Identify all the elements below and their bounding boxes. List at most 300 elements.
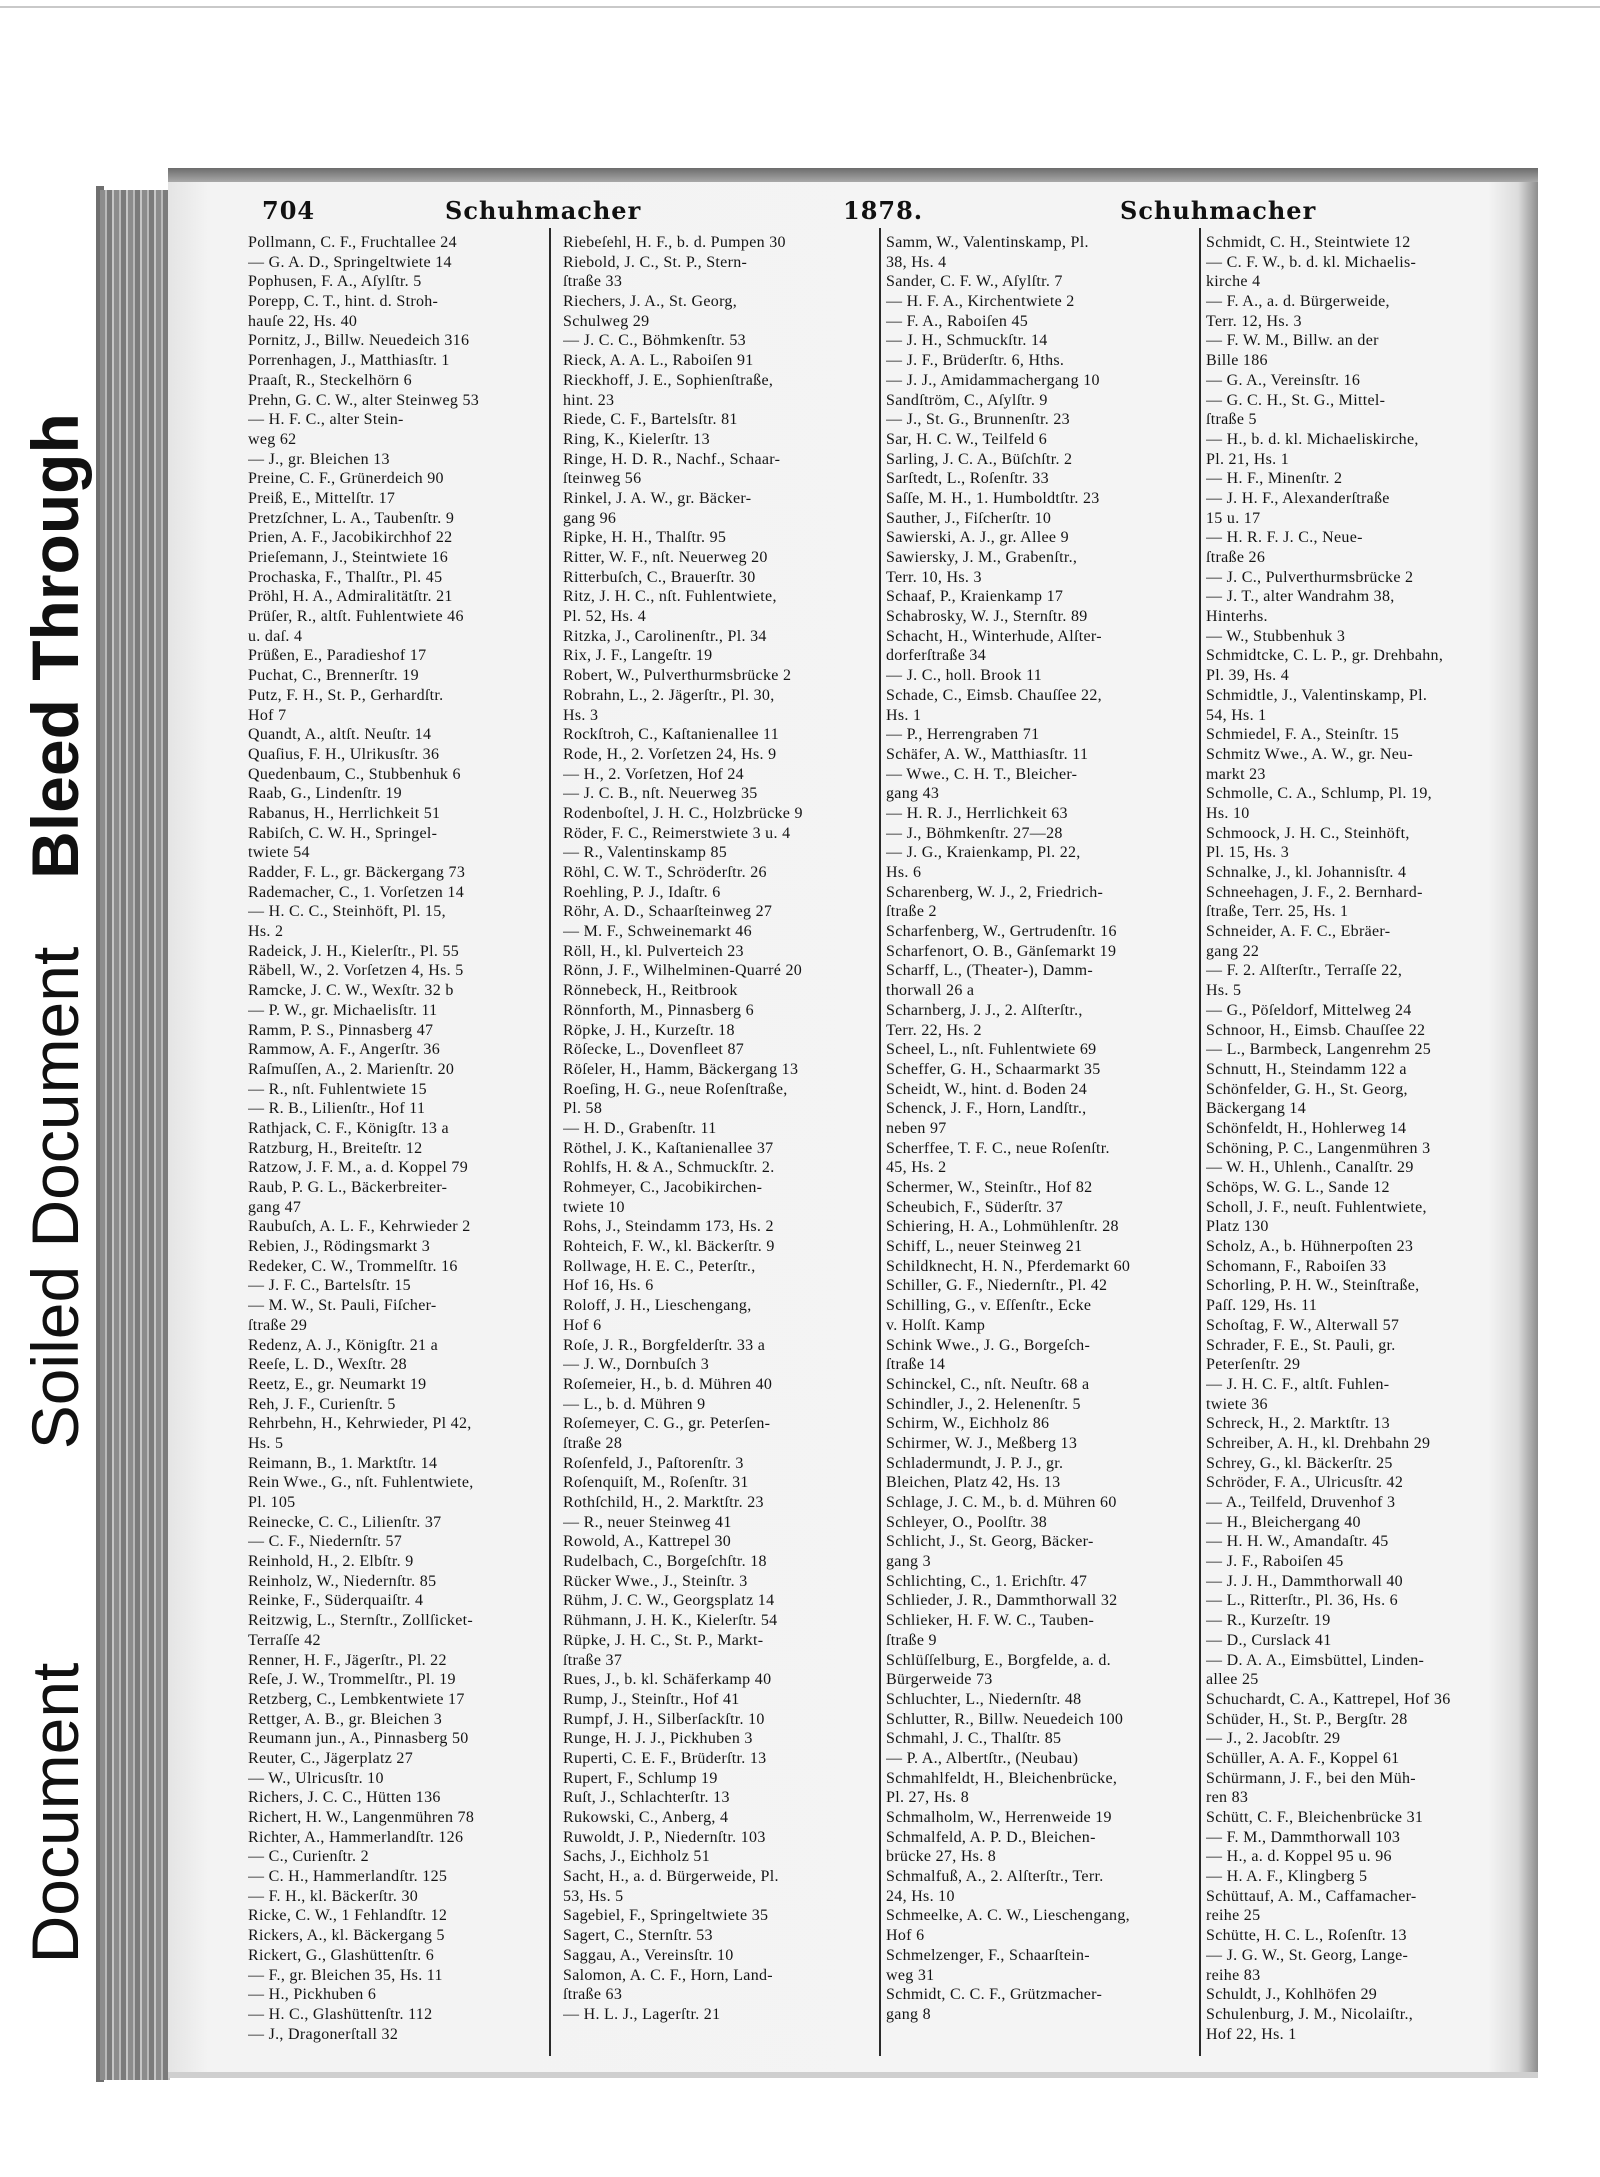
directory-entry-line: Rücker Wwe., J., Steinſtr. 3 (563, 1572, 748, 1590)
directory-entry-line: Riebeſehl, H. F., b. d. Pumpen 30 (563, 234, 786, 251)
directory-entry-line: Schütt, C. F., Bleichenbrücke 31 (1206, 1809, 1424, 1826)
directory-column-1 (248, 233, 544, 2063)
directory-entry-line: — H. C. C., Steinhöft, Pl. 15, (248, 903, 446, 921)
directory-entry-line: Rieckhoff, J. E., Sophienſtraße, (563, 371, 774, 389)
directory-entry-line: Reitzwig, L., Sternſtr., Zollſicket- (248, 1612, 473, 1630)
directory-entry-line: Reinhold, H., 2. Elbſtr. 9 (248, 1553, 414, 1571)
directory-entry-line: Hof 22, Hs. 1 (1206, 2025, 1297, 2043)
directory-entry-line: Rohteich, F. W., kl. Bäckerſtr. 9 (563, 1238, 775, 1256)
directory-entry-line: Sawiersky, J. M., Grabenſtr., (886, 549, 1078, 566)
directory-entry-line: Scharff, L., (Theater-), Damm- (886, 962, 1093, 980)
directory-column-3 (886, 233, 1196, 2063)
directory-entry-line: Scherffee, T. F. C., neue Roſenſtr. (886, 1139, 1110, 1157)
directory-entry-line: Ritter, W. F., nſt. Neuerweg 20 (563, 549, 768, 566)
directory-entry-line: Röll, H., kl. Pulverteich 23 (563, 942, 744, 960)
directory-entry-line: — F. H., kl. Bäckerſtr. 30 (248, 1887, 419, 1905)
directory-entry-line: — J. H. F., Alexanderſtraße (1206, 489, 1390, 507)
directory-entry-line: — J. W., Dornbuſch 3 (563, 1356, 709, 1374)
directory-entry-line: Hinterhs. (1206, 608, 1268, 626)
directory-entry-line: — H. R. J., Herrlichkeit 63 (886, 804, 1068, 822)
directory-entry-line: Sachs, J., Eichholz 51 (563, 1848, 711, 1866)
directory-entry-line: Sagebiel, F., Springeltwiete 35 (563, 1907, 769, 1925)
directory-entry-line: u. daſ. 4 (248, 627, 303, 645)
directory-entry-line: Roeſing, H. G., neue Roſenſtraße, (563, 1080, 788, 1098)
directory-entry-line: Roloff, J. H., Lieschengang, (563, 1297, 752, 1315)
directory-entry-line: Sandſtröm, C., Aſylſtr. 9 (886, 391, 1048, 409)
directory-entry-line: Reinke, F., Süderquaiſtr. 4 (248, 1592, 424, 1610)
directory-entry-line: — J., 2. Jacobſtr. 29 (1206, 1730, 1341, 1748)
directory-entry-line: — C., Curienſtr. 2 (248, 1848, 369, 1866)
directory-entry-line: weg 31 (886, 1966, 935, 1984)
directory-entry-line: Schorling, P. H. W., Steinſtraße, (1206, 1277, 1420, 1295)
page-bottom-edge (168, 2072, 1538, 2078)
scan-top-edge (0, 6, 1600, 8)
directory-entry-line: — G. C. H., St. G., Mittel- (1206, 391, 1386, 409)
directory-entry-line: — H., b. d. kl. Michaeliskirche, (1206, 430, 1419, 448)
directory-entry-line: Rickert, G., Glashüttenſtr. 6 (248, 1946, 435, 1964)
directory-entry-line: Pollmann, C. F., Fruchtallee 24 (248, 234, 457, 251)
directory-entry-line: — H., 2. Vorſetzen, Hof 24 (563, 765, 744, 783)
directory-entry-line: Richter, A., Hammerlandſtr. 126 (248, 1828, 464, 1846)
directory-entry-line: — H. F. C., alter Stein- (248, 411, 404, 429)
directory-entry-line: Putz, F. H., St. P., Gerhardſtr. (248, 686, 444, 704)
directory-entry-line: ſtraße 28 (563, 1434, 623, 1452)
directory-entry-line: Robert, W., Pulverthurmsbrücke 2 (563, 667, 792, 685)
directory-entry-line: — F. A., Raboiſen 45 (886, 312, 1029, 330)
directory-entry-line: Reh, J. F., Curienſtr. 5 (248, 1395, 396, 1413)
directory-entry-line: — F. M., Dammthorwall 103 (1206, 1828, 1401, 1846)
directory-entry-line: Rukowski, C., Anberg, 4 (563, 1809, 729, 1826)
directory-entry-line: weg 62 (248, 430, 297, 448)
directory-entry-line: Raab, G., Lindenſtr. 19 (248, 785, 402, 803)
directory-entry-line: Raub, P. G. L., Bäckerbreiter- (248, 1179, 448, 1196)
directory-entry-line: ſtraße 14 (886, 1356, 946, 1374)
directory-entry-line: — C. H., Hammerlandſtr. 125 (248, 1868, 448, 1886)
directory-entry-line: — H. L. J., Lagerſtr. 21 (563, 2005, 721, 2023)
directory-entry-line: Rode, H., 2. Vorſetzen 24, Hs. 9 (563, 745, 777, 763)
column-rule (549, 228, 551, 2056)
directory-entry-line: Rump, J., Steinſtr., Hof 41 (563, 1690, 740, 1708)
directory-entry-line: Raſmuſſen, A., 2. Marienſtr. 20 (248, 1060, 455, 1078)
directory-entry-line: Rothſchild, H., 2. Marktſtr. 23 (563, 1494, 764, 1511)
directory-entry-line: Bleichen, Platz 42, Hs. 13 (886, 1474, 1061, 1492)
directory-entry-line: Hs. 2 (248, 923, 284, 941)
directory-entry-line: Reinholz, W., Niedernſtr. 85 (248, 1572, 437, 1590)
directory-entry-line: Rues, J., b. kl. Schäferkamp 40 (563, 1671, 772, 1689)
directory-entry-line: Ruſt, J., Schlachterſtr. 13 (563, 1789, 730, 1807)
directory-entry-line: Sar, H. C. W., Teilfeld 6 (886, 430, 1047, 448)
directory-entry-line: Scholl, J. F., neuſt. Fuhlentwiete, (1206, 1198, 1427, 1216)
directory-entry-line: neben 97 (886, 1119, 947, 1137)
directory-entry-line: Scharnberg, J. J., 2. Alſterſtr., (886, 1001, 1083, 1019)
directory-entry-line: Praaſt, R., Steckelhörn 6 (248, 371, 412, 389)
directory-entry-line: Rabiſch, C. W. H., Springel- (248, 824, 438, 842)
directory-entry-line: Ritz, J. H. C., nſt. Fuhlentwiete, (563, 588, 777, 606)
directory-entry-line: — M. W., St. Pauli, Fiſcher- (248, 1297, 437, 1315)
directory-entry-line: Sacht, H., a. d. Bürgerweide, Pl. (563, 1868, 779, 1886)
directory-entry-line: ſtraße 9 (886, 1631, 937, 1649)
directory-entry-line: Saggau, A., Vereinsſtr. 10 (563, 1946, 734, 1964)
column-rule (1199, 228, 1201, 2056)
directory-entry-line: Redenz, A. J., Königſtr. 21 a (248, 1336, 439, 1354)
directory-entry-line: — H., a. d. Koppel 95 u. 96 (1206, 1848, 1392, 1866)
directory-entry-line: Hs. 5 (1206, 982, 1242, 1000)
directory-entry-line: Schink Wwe., J. G., Borgeſch- (886, 1336, 1091, 1354)
directory-entry-line: — H. H. W., Amandaſtr. 45 (1206, 1533, 1389, 1551)
directory-entry-line: Schöps, W. G. L., Sande 12 (1206, 1179, 1390, 1196)
directory-entry-line: — R., neuer Steinweg 41 (563, 1513, 732, 1531)
directory-entry-line: Hs. 1 (886, 706, 922, 724)
directory-entry-line: Bäckergang 14 (1206, 1100, 1307, 1118)
directory-entry-line: — C. F., Niedernſtr. 57 (248, 1533, 403, 1551)
directory-entry-line: — J., gr. Bleichen 13 (248, 450, 390, 468)
directory-entry-line: Rebien, J., Rödingsmarkt 3 (248, 1238, 431, 1256)
directory-entry-line: Terr. 10, Hs. 3 (886, 568, 982, 586)
directory-entry-line: — J. H., Schmuckſtr. 14 (886, 332, 1048, 350)
directory-entry-line: Riebold, J. C., St. P., Stern- (563, 253, 748, 271)
directory-entry-line: Sarling, J. C. A., Büſchſtr. 2 (886, 450, 1073, 468)
directory-entry-line: Sawierski, A. J., gr. Allee 9 (886, 529, 1069, 547)
directory-entry-line: Pornitz, J., Billw. Neuedeich 316 (248, 332, 470, 350)
directory-entry-line: Scheel, L., nſt. Fuhlentwiete 69 (886, 1041, 1097, 1059)
directory-entry-line: ſtraße 63 (563, 1986, 623, 2004)
directory-entry-line: Schmidtcke, C. L. P., gr. Drehbahn, (1206, 647, 1444, 665)
directory-entry-line: Schenck, J. F., Horn, Landſtr., (886, 1100, 1087, 1118)
directory-entry-line: Schacht, H., Winterhude, Alſter- (886, 627, 1102, 645)
directory-entry-line: ſtraße 33 (563, 273, 623, 291)
directory-entry-line: Rühmann, J. H. K., Kielerſtr. 54 (563, 1612, 778, 1630)
directory-entry-line: Pl. 15, Hs. 3 (1206, 844, 1290, 862)
directory-entry-line: — H. R. F. J. C., Neue- (1206, 529, 1363, 547)
directory-entry-line: Rüpke, J. H. C., St. P., Markt- (563, 1631, 764, 1649)
directory-entry-line: Rix, J. F., Langeſtr. 19 (563, 647, 713, 665)
directory-entry-line: Roſenfeld, J., Paſtorenſtr. 3 (563, 1454, 744, 1472)
directory-entry-line: Roehling, P. J., Idaſtr. 6 (563, 883, 721, 901)
directory-entry-line: Schlutter, R., Billw. Neuedeich 100 (886, 1710, 1124, 1728)
directory-entry-line: Schrader, F. E., St. Pauli, gr. (1206, 1336, 1396, 1354)
directory-entry-line: Hs. 10 (1206, 804, 1250, 822)
directory-entry-line: reihe 83 (1206, 1966, 1261, 1984)
directory-entry-line: — J., St. G., Brunnenſtr. 23 (886, 411, 1070, 429)
directory-entry-line: Paſſ. 129, Hs. 11 (1206, 1297, 1318, 1315)
directory-entry-line: Rockſtroh, C., Kaſtanienallee 11 (563, 726, 780, 744)
directory-entry-line: Prien, A. F., Jacobikirchhof 22 (248, 529, 453, 547)
directory-entry-line: Rupert, F., Schlump 19 (563, 1769, 718, 1787)
directory-entry-line: 38, Hs. 4 (886, 253, 947, 271)
directory-entry-line: Pl. 39, Hs. 4 (1206, 667, 1290, 685)
directory-entry-line: Schüder, H., St. P., Bergſtr. 28 (1206, 1710, 1408, 1728)
directory-entry-line: — W., Stubbenhuk 3 (1206, 627, 1346, 645)
directory-entry-line: Röſecke, L., Dovenfleet 87 (563, 1041, 745, 1059)
directory-entry-line: ſtraße 37 (563, 1651, 623, 1669)
directory-entry-line: Pl. 105 (248, 1494, 296, 1511)
directory-entry-line: — Wwe., C. H. T., Bleicher- (886, 765, 1078, 783)
directory-entry-line: Hs. 5 (248, 1434, 284, 1452)
directory-entry-line: — G. A., Vereinsſtr. 16 (1206, 371, 1361, 389)
directory-entry-line: gang 47 (248, 1198, 302, 1216)
directory-entry-line: Schmidt, C. H., Steintwiete 12 (1206, 234, 1411, 251)
directory-entry-line: — P. W., gr. Michaelisſtr. 11 (248, 1001, 438, 1019)
directory-entry-line: — F. A., a. d. Bürgerweide, (1206, 293, 1390, 311)
directory-entry-line: — A., Teilfeld, Druvenhof 3 (1206, 1494, 1396, 1511)
directory-entry-line: — C. F. W., b. d. kl. Michaelis- (1206, 253, 1417, 271)
directory-entry-line: Ramm, P. S., Pinnasberg 47 (248, 1021, 434, 1039)
directory-entry-line: — P. A., Albertſtr., (Neubau) (886, 1749, 1079, 1767)
directory-entry-line: Röder, F. C., Reimerstwiete 3 u. 4 (563, 824, 791, 842)
directory-entry-line: Scharfenort, O. B., Gänſemarkt 19 (886, 942, 1117, 960)
directory-entry-line: — J. C., holl. Brook 11 (886, 667, 1043, 685)
directory-entry-line: Roſemeier, H., b. d. Mühren 40 (563, 1375, 773, 1393)
directory-entry-line: Rabanus, H., Herrlichkeit 51 (248, 804, 441, 822)
directory-entry-line: twiete 36 (1206, 1395, 1268, 1413)
directory-entry-line: gang 22 (1206, 942, 1260, 960)
directory-entry-line: Radder, F. L., gr. Bäckergang 73 (248, 864, 466, 881)
directory-entry-line: Rathjack, C. F., Königſtr. 13 a (248, 1119, 449, 1137)
directory-entry-line: Puchat, C., Brennerſtr. 19 (248, 667, 419, 685)
directory-entry-line: Rönnforth, M., Pinnasberg 6 (563, 1001, 754, 1019)
directory-entry-line: Schmeelke, A. C. W., Lieschengang, (886, 1907, 1130, 1925)
directory-entry-line: Rönnebeck, H., Reitbrook (563, 982, 738, 1000)
directory-entry-line: 53, Hs. 5 (563, 1887, 624, 1905)
directory-entry-line: Schindler, J., 2. Helenenſtr. 5 (886, 1395, 1081, 1413)
directory-entry-line: ren 83 (1206, 1789, 1249, 1807)
directory-entry-line: — J. F., Brüderſtr. 6, Hths. (886, 352, 1065, 370)
directory-entry-line: Schilling, G., v. Eſſenſtr., Ecke (886, 1297, 1092, 1315)
directory-entry-line: Scholz, A., b. Hühnerpoſten 23 (1206, 1238, 1414, 1256)
directory-entry-line: Schnoor, H., Eimsb. Chauſſee 22 (1206, 1021, 1426, 1039)
directory-entry-line: ſteinweg 56 (563, 470, 642, 488)
directory-entry-line: — F. 2. Alſterſtr., Terraſſe 22, (1206, 962, 1403, 980)
directory-entry-line: Rohlfs, H. & A., Schmuckſtr. 2. (563, 1159, 775, 1177)
directory-entry-line: Rohmeyer, C., Jacobikirchen- (563, 1179, 763, 1196)
directory-entry-line: — G. A. D., Springeltwiete 14 (248, 253, 452, 271)
directory-entry-line: Bürgerweide 73 (886, 1671, 993, 1689)
directory-entry-line: Schüttauf, A. M., Caffamacher- (1206, 1887, 1417, 1905)
directory-entry-line: Schreck, H., 2. Marktſtr. 13 (1206, 1415, 1390, 1433)
directory-entry-line: — H. F. A., Kirchentwiete 2 (886, 293, 1075, 311)
directory-entry-line: Schmahl, J. C., Thalſtr. 85 (886, 1730, 1062, 1748)
directory-entry-line: — M. F., Schweinemarkt 46 (563, 923, 752, 941)
directory-entry-line: Schirm, W., Eichholz 86 (886, 1415, 1050, 1433)
directory-entry-line: Schmahlfeldt, H., Bleichenbrücke, (886, 1769, 1118, 1787)
directory-entry-line: Schnalke, J., kl. Johannisſtr. 4 (1206, 864, 1407, 881)
directory-entry-line: — R., nſt. Fuhlentwiete 15 (248, 1080, 427, 1098)
directory-entry-line: Rademacher, C., 1. Vorſetzen 14 (248, 883, 465, 901)
directory-entry-line: Schlicht, J., St. Georg, Bäcker- (886, 1533, 1094, 1551)
directory-entry-line: Pröhl, H. A., Admiralitätſtr. 21 (248, 588, 453, 606)
directory-entry-line: Ratzburg, H., Breiteſtr. 12 (248, 1139, 423, 1157)
directory-entry-line: Rodenboſtel, J. H. C., Holzbrücke 9 (563, 804, 803, 822)
directory-entry-line: Ruperti, C. E. F., Brüderſtr. 13 (563, 1749, 767, 1767)
directory-entry-line: — J. G. W., St. Georg, Lange- (1206, 1946, 1409, 1964)
directory-entry-line: allee 25 (1206, 1671, 1259, 1689)
directory-entry-line: Schildknecht, H. N., Pferdemarkt 60 (886, 1257, 1131, 1275)
directory-entry-line: dorferſtraße 34 (886, 647, 987, 665)
directory-entry-line: Schneider, A. F. C., Ebräer- (1206, 923, 1391, 941)
directory-entry-line: Preiß, E., Mittelſtr. 17 (248, 489, 396, 507)
directory-entry-line: Riechers, J. A., St. Georg, (563, 293, 738, 311)
directory-entry-line: hauſe 22, Hs. 40 (248, 312, 358, 330)
directory-entry-line: Sander, C. F. W., Aſylſtr. 7 (886, 273, 1063, 291)
directory-entry-line: Quandt, A., altſt. Neuſtr. 14 (248, 726, 432, 744)
directory-entry-line: kirche 4 (1206, 273, 1261, 291)
directory-entry-line: Hof 16, Hs. 6 (563, 1277, 654, 1295)
running-head-left: Schuhmacher (445, 196, 642, 225)
directory-entry-line: Schmalfeld, A. P. D., Bleichen- (886, 1828, 1096, 1846)
directory-entry-line: Schmolle, C. A., Schlump, Pl. 19, (1206, 785, 1432, 803)
directory-entry-line: — H. D., Grabenſtr. 11 (563, 1119, 717, 1137)
directory-entry-line: Saſſe, M. H., 1. Humboldtſtr. 23 (886, 489, 1100, 507)
directory-entry-line: gang 8 (886, 2005, 931, 2023)
directory-entry-line: brücke 27, Hs. 8 (886, 1848, 997, 1866)
directory-entry-line: Schuchardt, C. A., Kattrepel, Hof 36 (1206, 1690, 1451, 1708)
directory-entry-line: — L., Ritterſtr., Pl. 36, Hs. 6 (1206, 1592, 1398, 1610)
directory-entry-line: Ramcke, J. C. W., Wexſtr. 32 b (248, 982, 454, 1000)
directory-entry-line: Schermer, W., Steinſtr., Hof 82 (886, 1179, 1093, 1196)
directory-entry-line: markt 23 (1206, 765, 1266, 783)
directory-entry-line: Räbell, W., 2. Vorſetzen 4, Hs. 5 (248, 962, 464, 980)
directory-entry-line: Schomann, F., Raboiſen 33 (1206, 1257, 1387, 1275)
directory-entry-line: — P., Herrengraben 71 (886, 726, 1040, 744)
directory-entry-line: — D. A. A., Eimsbüttel, Linden- (1206, 1651, 1425, 1669)
directory-entry-line: — D., Curslack 41 (1206, 1631, 1332, 1649)
directory-entry-line: Röſeler, H., Hamm, Bäckergang 13 (563, 1060, 799, 1078)
directory-entry-line: Schade, C., Eimsb. Chauſſee 22, (886, 686, 1102, 704)
directory-entry-line: Prehn, G. C. W., alter Steinweg 53 (248, 391, 480, 409)
directory-entry-line: Radeick, J. H., Kielerſtr., Pl. 55 (248, 942, 460, 960)
directory-entry-line: gang 43 (886, 785, 940, 803)
directory-entry-line: Röpke, J. H., Kurzeſtr. 18 (563, 1021, 735, 1039)
running-head-right: Schuhmacher (1120, 196, 1317, 225)
directory-entry-line: Schmidtle, J., Valentinskamp, Pl. (1206, 686, 1428, 704)
side-label-soiled-document: Soiled Document (18, 946, 92, 1450)
directory-entry-line: Scheubich, F., Süderſtr. 37 (886, 1198, 1064, 1216)
directory-entry-line: Prüßen, E., Paradieshof 17 (248, 647, 427, 665)
directory-entry-line: Reſe, J. W., Trommelſtr., Pl. 19 (248, 1671, 456, 1689)
directory-entry-line: Retzberg, C., Lembkentwiete 17 (248, 1690, 465, 1708)
directory-entry-line: — R., Kurzeſtr. 19 (1206, 1612, 1331, 1630)
directory-entry-line: Schneehagen, J. F., 2. Bernhard- (1206, 883, 1423, 901)
directory-entry-line: Hof 6 (563, 1316, 602, 1334)
directory-entry-line: Prieſemann, J., Steintwiete 16 (248, 549, 449, 566)
directory-entry-line: Schmidt, C. C. F., Grützmacher- (886, 1986, 1103, 2004)
directory-entry-line: — J. C. B., nſt. Neuerweg 35 (563, 785, 758, 803)
directory-entry-line: Salomon, A. C. F., Horn, Land- (563, 1966, 773, 1984)
directory-entry-line: — J. C. C., Böhmkenſtr. 53 (563, 332, 746, 350)
directory-entry-line: — F., gr. Bleichen 35, Hs. 11 (248, 1966, 443, 1984)
page-number: 704 (262, 196, 316, 225)
directory-entry-line: Röhr, A. D., Schaarſteinweg 27 (563, 903, 773, 921)
directory-entry-line: Schluchter, L., Niedernſtr. 48 (886, 1690, 1082, 1708)
book-page-edges (100, 190, 170, 2080)
directory-entry-line: ſtraße 2 (886, 903, 937, 921)
directory-entry-line: gang 96 (563, 509, 617, 527)
directory-entry-line: Prochaska, F., Thalſtr., Pl. 45 (248, 568, 443, 586)
directory-entry-line: Hof 7 (248, 706, 287, 724)
directory-entry-line: Schmelzenger, F., Schaarſtein- (886, 1946, 1090, 1964)
directory-column-2 (563, 233, 875, 2063)
directory-entry-line: Reetz, E., gr. Neumarkt 19 (248, 1375, 427, 1393)
directory-entry-line: Schuldt, J., Kohlhöfen 29 (1206, 1986, 1378, 2004)
directory-entry-line: Pl. 58 (563, 1100, 603, 1118)
directory-entry-line: Röhl, C. W. T., Schröderſtr. 26 (563, 864, 767, 881)
directory-entry-line: Schürmann, J. F., bei den Müh- (1206, 1769, 1416, 1787)
directory-entry-line: — F. W. M., Billw. an der (1206, 332, 1379, 350)
directory-entry-line: Ripke, H. H., Thalſtr. 95 (563, 529, 727, 547)
directory-entry-line: Schmalfuß, A., 2. Alſterſtr., Terr. (886, 1868, 1104, 1886)
directory-entry-line: Schüller, A. A. F., Koppel 61 (1206, 1749, 1400, 1767)
directory-entry-line: Schlüſſelburg, E., Borgfelde, a. d. (886, 1651, 1111, 1669)
directory-entry-line: Rumpf, J. H., Silberſackſtr. 10 (563, 1710, 765, 1728)
directory-entry-line: Schlichting, C., 1. Erichſtr. 47 (886, 1572, 1088, 1590)
directory-entry-line: Terr. 22, Hs. 2 (886, 1021, 982, 1039)
directory-entry-line: Schulweg 29 (563, 312, 650, 330)
directory-entry-line: Schnutt, H., Steindamm 122 a (1206, 1060, 1407, 1078)
directory-entry-line: Schiller, G. F., Niedernſtr., Pl. 42 (886, 1277, 1108, 1295)
directory-entry-line: Rehrbehn, H., Kehrwieder, Pl 42, (248, 1415, 472, 1433)
directory-entry-line: ſtraße, Terr. 25, Hs. 1 (1206, 903, 1349, 921)
directory-entry-line: Schlieder, J. R., Dammthorwall 32 (886, 1592, 1118, 1610)
directory-entry-line: Richert, H. W., Langenmühren 78 (248, 1809, 475, 1826)
directory-entry-line: Rudelbach, C., Borgeſchſtr. 18 (563, 1553, 767, 1571)
directory-entry-line: Rieck, A. A. L., Raboiſen 91 (563, 352, 754, 370)
directory-entry-line: Schmalholm, W., Herrenweide 19 (886, 1809, 1112, 1826)
directory-entry-line: 45, Hs. 2 (886, 1159, 947, 1177)
directory-entry-line: Schütte, H. C. L., Roſenſtr. 13 (1206, 1927, 1407, 1945)
directory-entry-line: 15 u. 17 (1206, 509, 1261, 527)
directory-entry-line: Reumann jun., A., Pinnasberg 50 (248, 1730, 469, 1748)
directory-entry-line: Raubuſch, A. L. F., Kehrwieder 2 (248, 1218, 471, 1236)
directory-entry-line: Schönfeldt, H., Hohlerweg 14 (1206, 1119, 1407, 1137)
directory-entry-line: Robrahn, L., 2. Jägerſtr., Pl. 30, (563, 686, 775, 704)
directory-entry-line: Schoſtag, F. W., Alterwall 57 (1206, 1316, 1400, 1334)
directory-entry-line: — W., Ulricusſtr. 10 (248, 1769, 384, 1787)
directory-entry-line: Roſenquiſt, M., Roſenſtr. 31 (563, 1474, 749, 1492)
directory-entry-line: — R., Valentinskamp 85 (563, 844, 728, 862)
directory-entry-line: Terr. 12, Hs. 3 (1206, 312, 1302, 330)
directory-entry-line: — J. F. C., Bartelsſtr. 15 (248, 1277, 411, 1295)
directory-entry-line: Riede, C. F., Bartelsſtr. 81 (563, 411, 738, 429)
directory-entry-line: ſtraße 29 (248, 1316, 308, 1334)
directory-entry-line: Ring, K., Kielerſtr. 13 (563, 430, 710, 448)
directory-column-4 (1206, 233, 1524, 2063)
directory-entry-line: Quedenbaum, C., Stubbenhuk 6 (248, 765, 461, 783)
directory-entry-line: — H., Bleichergang 40 (1206, 1513, 1361, 1531)
directory-entry-line: Schlage, J. C. M., b. d. Mühren 60 (886, 1494, 1117, 1511)
directory-entry-line: Röthel, J. K., Kaſtanienallee 37 (563, 1139, 774, 1157)
directory-entry-line: Pl. 21, Hs. 1 (1206, 450, 1290, 468)
directory-entry-line: Quaſius, F. H., Ulrikusſtr. 36 (248, 745, 440, 763)
directory-entry-line: Hs. 6 (886, 864, 922, 881)
directory-entry-line: Schladermundt, J. P. J., gr. (886, 1454, 1064, 1472)
directory-entry-line: — J. J. H., Dammthorwall 40 (1206, 1572, 1403, 1590)
directory-entry-line: Bille 186 (1206, 352, 1268, 370)
column-rule (879, 228, 881, 2056)
directory-entry-line: Ratzow, J. F. M., a. d. Koppel 79 (248, 1159, 469, 1177)
directory-entry-line: Platz 130 (1206, 1218, 1269, 1236)
directory-entry-line: Sauther, J., Fiſcherſtr. 10 (886, 509, 1052, 527)
directory-entry-line: Rammow, A. F., Angerſtr. 36 (248, 1041, 441, 1059)
directory-entry-line: Pophusen, F. A., Aſylſtr. 5 (248, 273, 422, 291)
directory-entry-line: Porrenhagen, J., Matthiasſtr. 1 (248, 352, 450, 370)
directory-entry-line: Porepp, C. T., hint. d. Stroh- (248, 293, 439, 311)
directory-entry-line: Peterſenſtr. 29 (1206, 1356, 1301, 1374)
directory-entry-line: Rollwage, H. E. C., Peterſtr., (563, 1257, 756, 1275)
directory-entry-line: Prüſer, R., altſt. Fuhlentwiete 46 (248, 608, 464, 626)
directory-entry-line: Rinkel, J. A. W., gr. Bäcker- (563, 489, 752, 507)
side-label-document: Document (18, 1662, 92, 1964)
side-label-bleed-through: Bleed Through (18, 413, 92, 879)
